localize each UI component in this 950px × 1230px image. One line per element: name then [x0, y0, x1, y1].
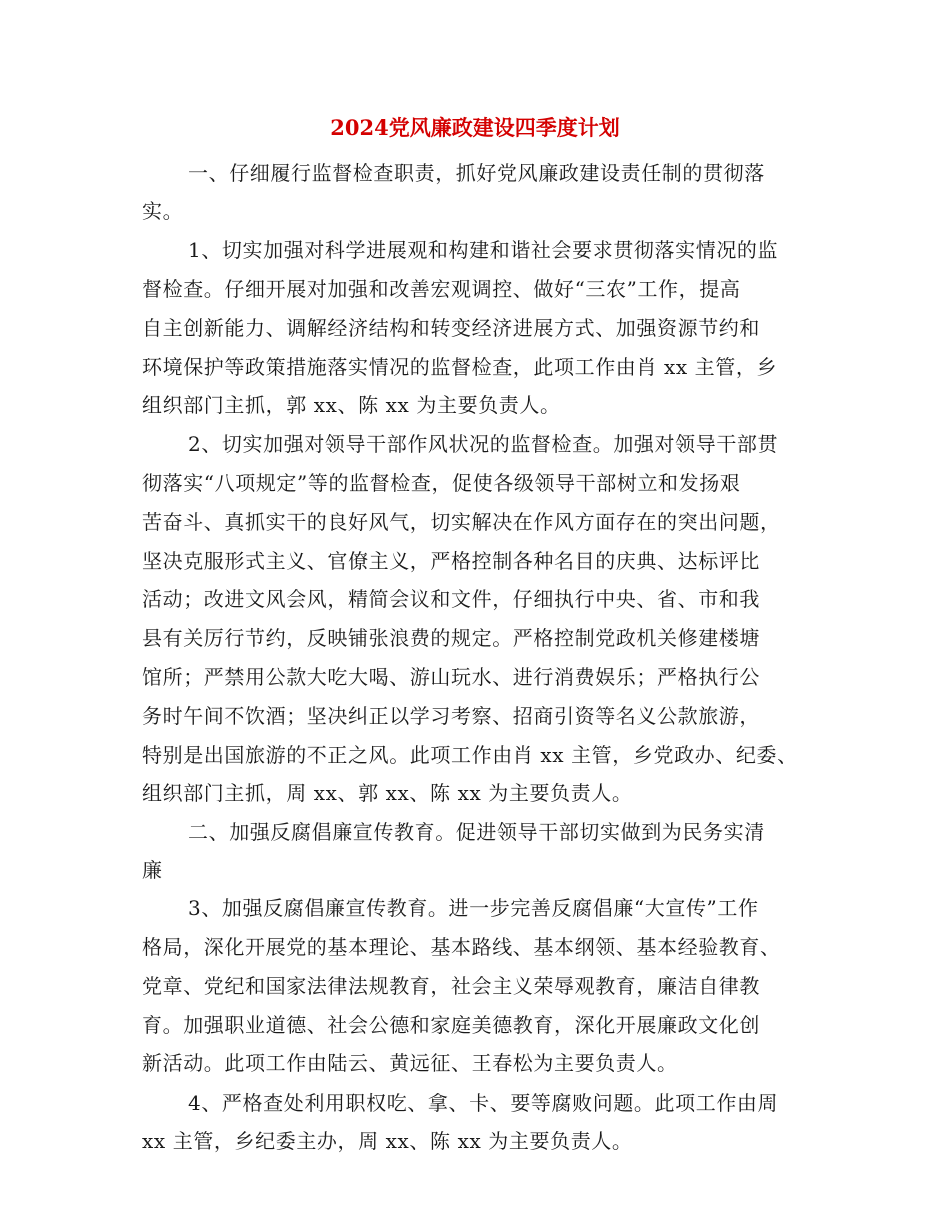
paragraph-line: 自主创新能力、调解经济结构和转变经济进展方式、加强资源节约和 — [142, 316, 760, 340]
paragraph-line: 4、严格查处利用职权吃、拿、卡、要等腐败问题。此项工作由周 — [188, 1091, 779, 1115]
paragraph-line: 3、加强反腐倡廉宣传教育。进一步完善反腐倡廉“大宣传”工作 — [188, 896, 759, 920]
paragraph-line: 特别是出国旅游的不正之风。此项工作由肖 xx 主管，乡党政办、纪委、 — [142, 743, 798, 767]
paragraph-line: 组织部门主抓，郭 xx、陈 xx 为主要负责人。 — [142, 393, 561, 417]
paragraph-line: 坚决克服形式主义、官僚主义，严格控制各种名目的庆典、达标评比 — [142, 549, 760, 573]
paragraph-line: 新活动。此项工作由陆云、黄远征、王春松为主要负责人。 — [142, 1051, 678, 1075]
paragraph-line: 1、切实加强对科学进展观和构建和谐社会要求贯彻落实情况的监 — [188, 238, 779, 262]
paragraph-line: 活动；改进文风会风，精简会议和文件，仔细执行中央、省、市和我 — [142, 587, 760, 611]
paragraph-line: 党章、党纪和国家法律法规教育，社会主义荣辱观教育，廉洁自律教 — [142, 974, 760, 998]
paragraph-line: 二、加强反腐倡廉宣传教育。促进领导干部切实做到为民务实清 — [188, 820, 765, 844]
paragraph-line: 组织部门主抓，周 xx、郭 xx、陈 xx 为主要负责人。 — [142, 781, 633, 805]
paragraph-line: 2、切实加强对领导干部作风状况的监督检查。加强对领导干部贯 — [188, 432, 779, 456]
paragraph-line: 实。 — [142, 199, 184, 223]
paragraph-line: 县有关厉行节约，反映铺张浪费的规定。严格控制党政机关修建楼塘 — [142, 626, 760, 650]
paragraph-line: 彻落实“八项规定”等的监督检查，促使各级领导干部树立和发扬艰 — [142, 471, 741, 495]
paragraph-line: 育。加强职业道德、社会公德和家庭美德教育，深化开展廉政文化创 — [142, 1013, 760, 1037]
paragraph-line: 环境保护等政策措施落实情况的监督检查，此项工作由肖 xx 主管，乡 — [142, 355, 778, 379]
paragraph-line: 督检查。仔细开展对加强和改善宏观调控、做好“三农”工作，提高 — [142, 277, 741, 301]
paragraph-line: 格局，深化开展党的基本理论、基本路线、基本纲领、基本经验教育、 — [142, 935, 781, 959]
paragraph-line: 廉 — [142, 858, 163, 882]
paragraph-line: 苦奋斗、真抓实干的良好风气，切实解决在作风方面存在的突出问题， — [142, 510, 781, 534]
paragraph-line: 务时午间不饮酒；坚决纠正以学习考察、招商引资等名义公款旅游， — [142, 704, 760, 728]
document-title: 2024党风廉政建设四季度计划 — [330, 115, 620, 140]
paragraph-line: xx 主管，乡纪委主办，周 xx、陈 xx 为主要负责人。 — [142, 1129, 633, 1153]
paragraph-line: 馆所；严禁用公款大吃大喝、游山玩水、进行消费娱乐；严格执行公 — [142, 665, 760, 689]
paragraph-line: 一、仔细履行监督检查职责，抓好党风廉政建设责任制的贯彻落 — [188, 161, 765, 185]
